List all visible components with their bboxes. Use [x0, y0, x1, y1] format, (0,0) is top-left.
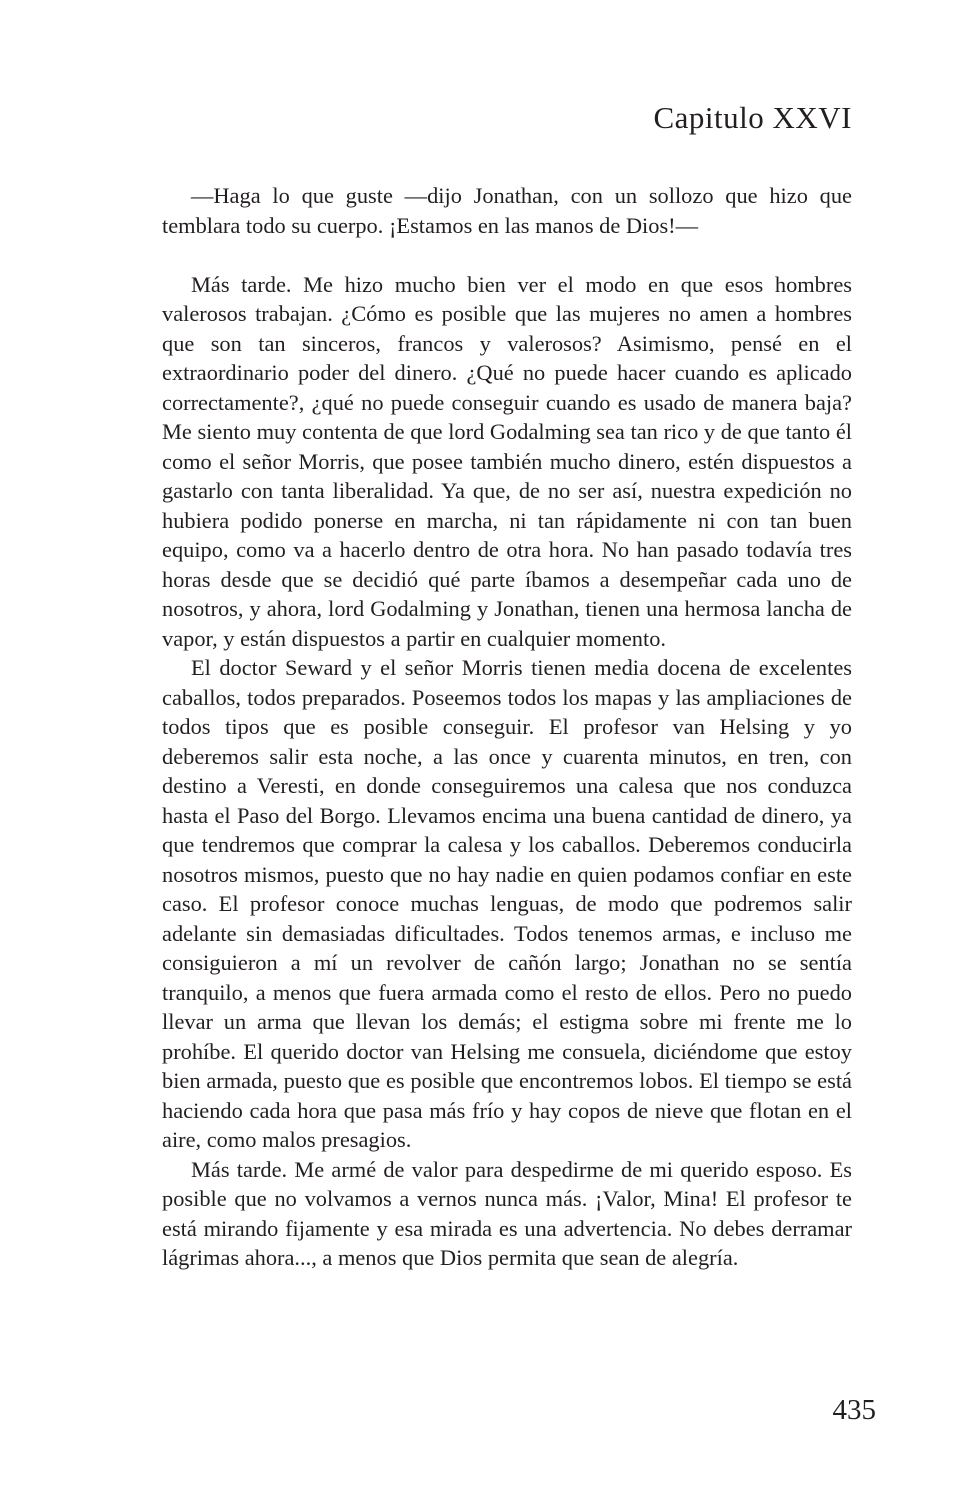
paragraph-3: El doctor Seward y el señor Morris tienen media docena de excelentes caballos, todos preparados. Poseemos todos los mapas y las ampliaciones de todos tipos que es posible conseguir. El profesor van Helsing y yo deberemos salir esta noche, a las once y cuarenta minutos, en tren, con destino a Veresti, en donde conseguiremos una calesa que nos conduzca hasta el Paso del Borgo. Llevamos encima una buena cantidad de dinero, ya que tendremos que comprar la calesa y los caballos. Deberemos conducirla nosotros mismos, puesto que no hay nadie en quien podamos confiar en este caso. El profesor conoce muchas lenguas, de modo que podremos salir adelante sin demasiadas dificultades. Todos tenemos armas, e incluso me consiguieron a mí un revolver de cañón largo; Jonathan no se sentía tranquilo, a menos que fuera armada como el resto de ellos. Pero no puedo llevar un arma que llevan los demás; el estigma sobre mi frente me lo prohíbe. El querido doctor van Helsing me consuela, diciéndome que estoy bien armada, puesto que es posible que encontremos lobos. El tiempo se está haciendo cada hora que pasa más frío y hay copos de nieve que flotan en el aire, como malos presagios.: [162, 655, 852, 1152]
paragraph-2: Más tarde. Me hizo mucho bien ver el modo en que esos hombres valerosos trabajan. ¿Cómo es posible que las mujeres no amen a hombres que son tan sinceros, francos y valerosos? Asimismo, pensé en el extraordinario poder del dinero. ¿Qué no puede hacer cuando es aplicado correctamente?, ¿qué no puede conseguir cuando es usado de manera baja? Me siento muy contenta de que lord Godalming sea tan rico y de que tanto él como el señor Morris, que posee también mucho dinero, estén dispuestos a gastarlo con tanta liberalidad. Ya que, de no ser así, nuestra expedición no hubiera podido ponerse en marcha, ni tan rápidamente ni con tan buen equipo, como va a hacerlo dentro de otra hora. No han pasado todavía tres horas desde que se decidió qué parte íbamos a desempeñar cada uno de nosotros, y ahora, lord Godalming y Jonathan, tienen una hermosa lancha de vapor, y están dispuestos a partir en cualquier momento.: [162, 271, 852, 651]
paragraph-1: —Haga lo que guste —dijo Jonathan, con un sollozo que hizo que temblara todo su cuerpo. ¡Estamos en las manos de Dios!—: [162, 183, 852, 238]
paragraph-4: Más tarde. Me armé de valor para despedirme de mi querido esposo. Es posible que no volvamos a vernos nunca más. ¡Valor, Mina! El profesor te está mirando fijamente y esa mirada es una advertencia. No debes derramar lágrimas ahora..., a menos que Dios permita que sean de alegría.: [162, 1156, 852, 1270]
chapter-body: [162, 181, 852, 1273]
chapter-title: Capitulo XXVI: [653, 100, 852, 135]
page-number: 435: [832, 1394, 876, 1426]
